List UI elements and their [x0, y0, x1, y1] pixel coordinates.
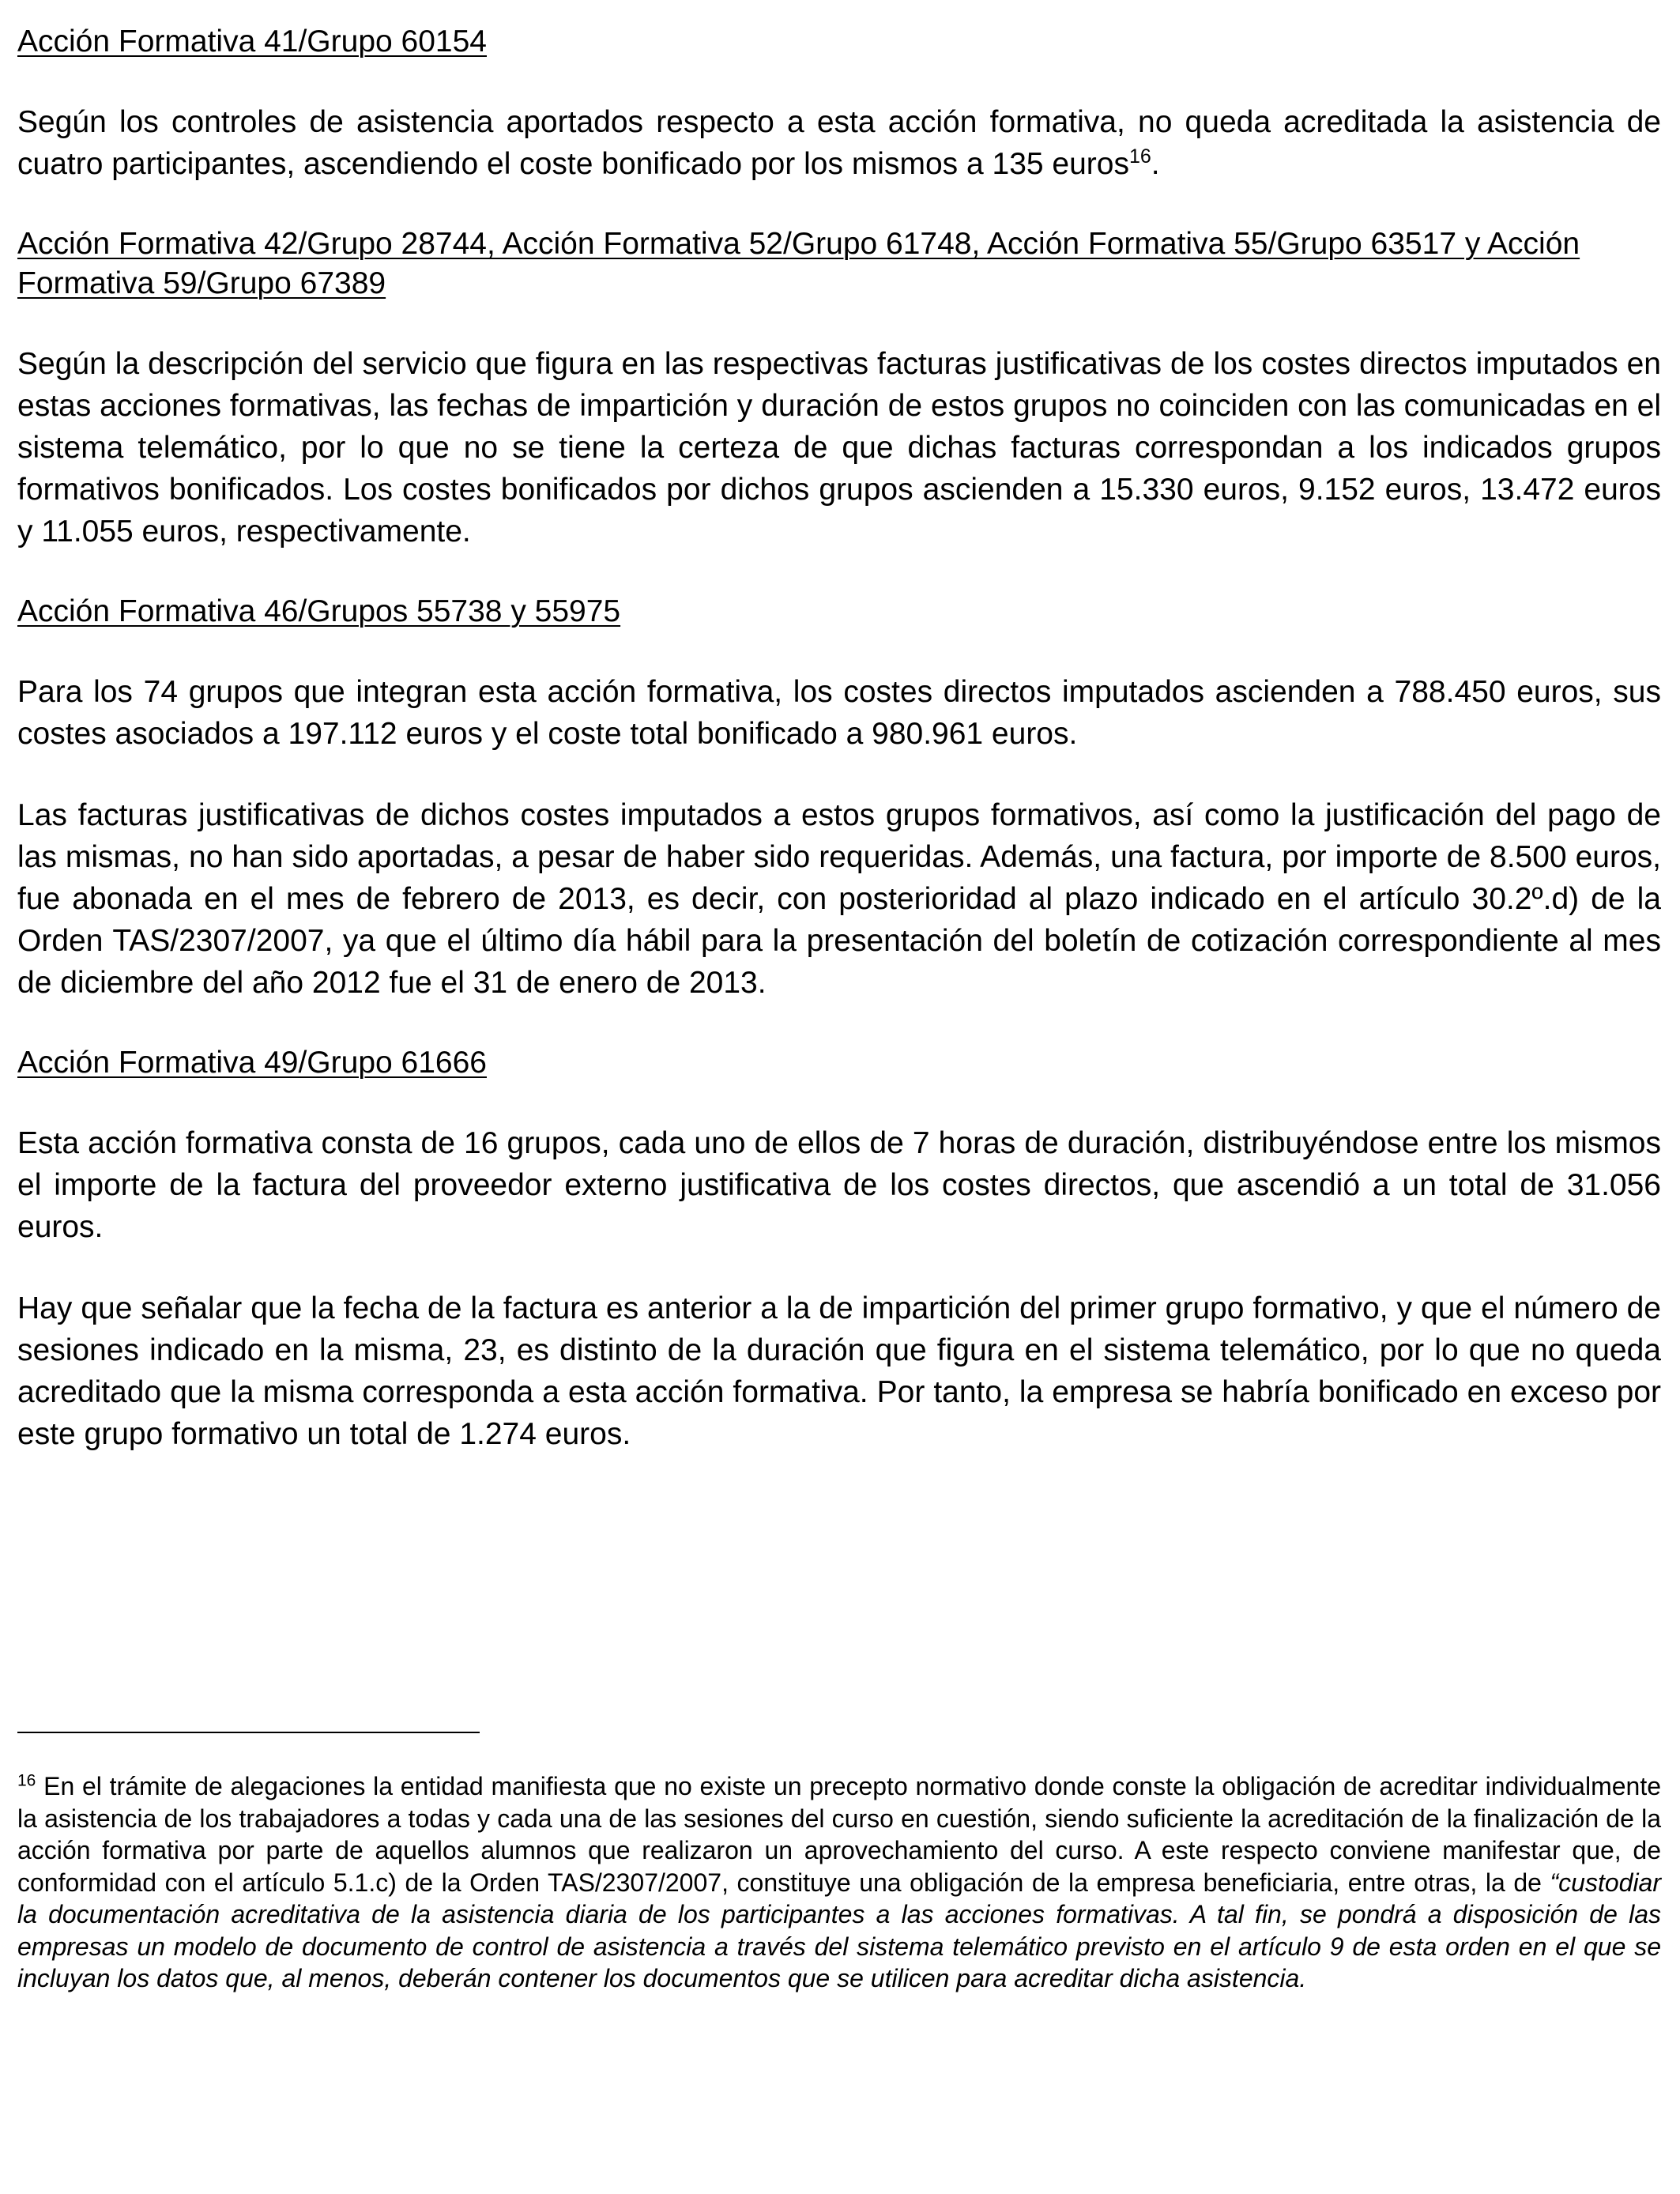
footnote-number: 16 — [17, 1771, 36, 1790]
paragraph: Esta acción formativa consta de 16 grupos, cada uno de ellos de 7 horas de duración, distribuyéndose entre los mismos el importe de la factura del proveedor externo justificativa de los costes directos, que ascendió a un total de 31.056 euros. — [17, 1126, 1661, 1244]
paragraph: Las facturas justificativas de dichos costes imputados a estos grupos formativos, así como la justificación del pago de las mismas, no han sido aportadas, a pesar de haber sido requeridas. Además, una factura, por importe de 8.500 euros, fue abonada en el mes de febrero de 2013, es decir, con posterioridad al plazo indicado en el artículo 30.2º.d) de la Orden TAS/2307/2007, ya que el último día hábil para la presentación del boletín de cotización correspondiente al mes de diciembre del año 2012 fue el 31 de enero de 2013. — [17, 798, 1661, 1000]
footnote-text: En el trámite de alegaciones la entidad manifiesta que no existe un precepto normativo donde conste la obligación de acreditar individualmente la asistencia de los trabajadores a todas y cada una de las sesiones del curso en cuestión, siendo suficiente la acreditación de la finalización de la acción formativa por parte de aquellos alumnos que realizaron un aprovechamiento del curso. A este respecto conviene manifestar que, de conformidad con el artículo 5.1.c) de la Orden TAS/2307/2007, constituye una obligación de la empresa beneficiaria, entre otras, la de — [17, 1772, 1661, 1897]
section-heading: Acción Formativa 42/Grupo 28744, Acción Formativa 52/Grupo 61748, Acción Formativa 55/Grupo 63517 y Acción Formativa 59/Grupo 67389 — [17, 227, 1580, 300]
footnote-separator — [17, 1732, 480, 1733]
paragraph: Para los 74 grupos que integran esta acción formativa, los costes directos imputados ascienden a 788.450 euros, sus costes asociados a 197.112 euros y el coste total bonificado a 980.961 euros. — [17, 675, 1661, 751]
paragraph — [17, 101, 1661, 185]
section-heading: Acción Formativa 49/Grupo 61666 — [17, 1046, 487, 1080]
paragraph: Hay que señalar que la fecha de la factura es anterior a la de impartición del primer grupo formativo, y que el número de sesiones indicado en la misma, 23, es distinto de la duración que figura en el sistema telemático, por lo que no queda acreditado que la misma corresponda a esta acción formativa. Por tanto, la empresa se habría bonificado en exceso por este grupo formativo un total de 1.274 euros. — [17, 1291, 1661, 1451]
footnote-reference[interactable]: 16 — [1128, 145, 1151, 168]
paragraph-end: . — [1151, 147, 1160, 181]
document-body — [17, 22, 1661, 1495]
section-heading: Acción Formativa 46/Grupos 55738 y 55975 — [17, 594, 621, 628]
paragraph-text: Según los controles de asistencia aportados respecto a esta acción formativa, no queda acreditada la asistencia de cuatro participantes, ascendiendo el coste bonificado por los mismos a 135 euros — [17, 105, 1661, 181]
section-heading: Acción Formativa 41/Grupo 60154 — [17, 25, 487, 58]
footnote-quote: “custodiar la documentación acreditativa de la asistencia diaria de los participantes a las acciones formativas. A tal fin, se pondrá a disposición de las empresas un modelo de documento de control de asistencia a través del sistema telemático previsto en el artículo 9 de esta orden en el que se incluyan los datos que, al menos, deberán contener los documentos que se utilicen para acreditar dicha asistencia. — [17, 1868, 1661, 1992]
paragraph: Según la descripción del servicio que figura en las respectivas facturas justificativas de los costes directos imputados en estas acciones formativas, las fechas de impartición y duración de estos grupos no coinciden con las comunicadas en el sistema telemático, por lo que no se tiene la certeza de que dichas facturas correspondan a los indicados grupos formativos bonificados. Los costes bonificados por dichos grupos ascienden a 15.330 euros, 9.152 euros, 13.472 euros y 11.055 euros, respectivamente. — [17, 347, 1661, 548]
footnote — [17, 1770, 1661, 1995]
